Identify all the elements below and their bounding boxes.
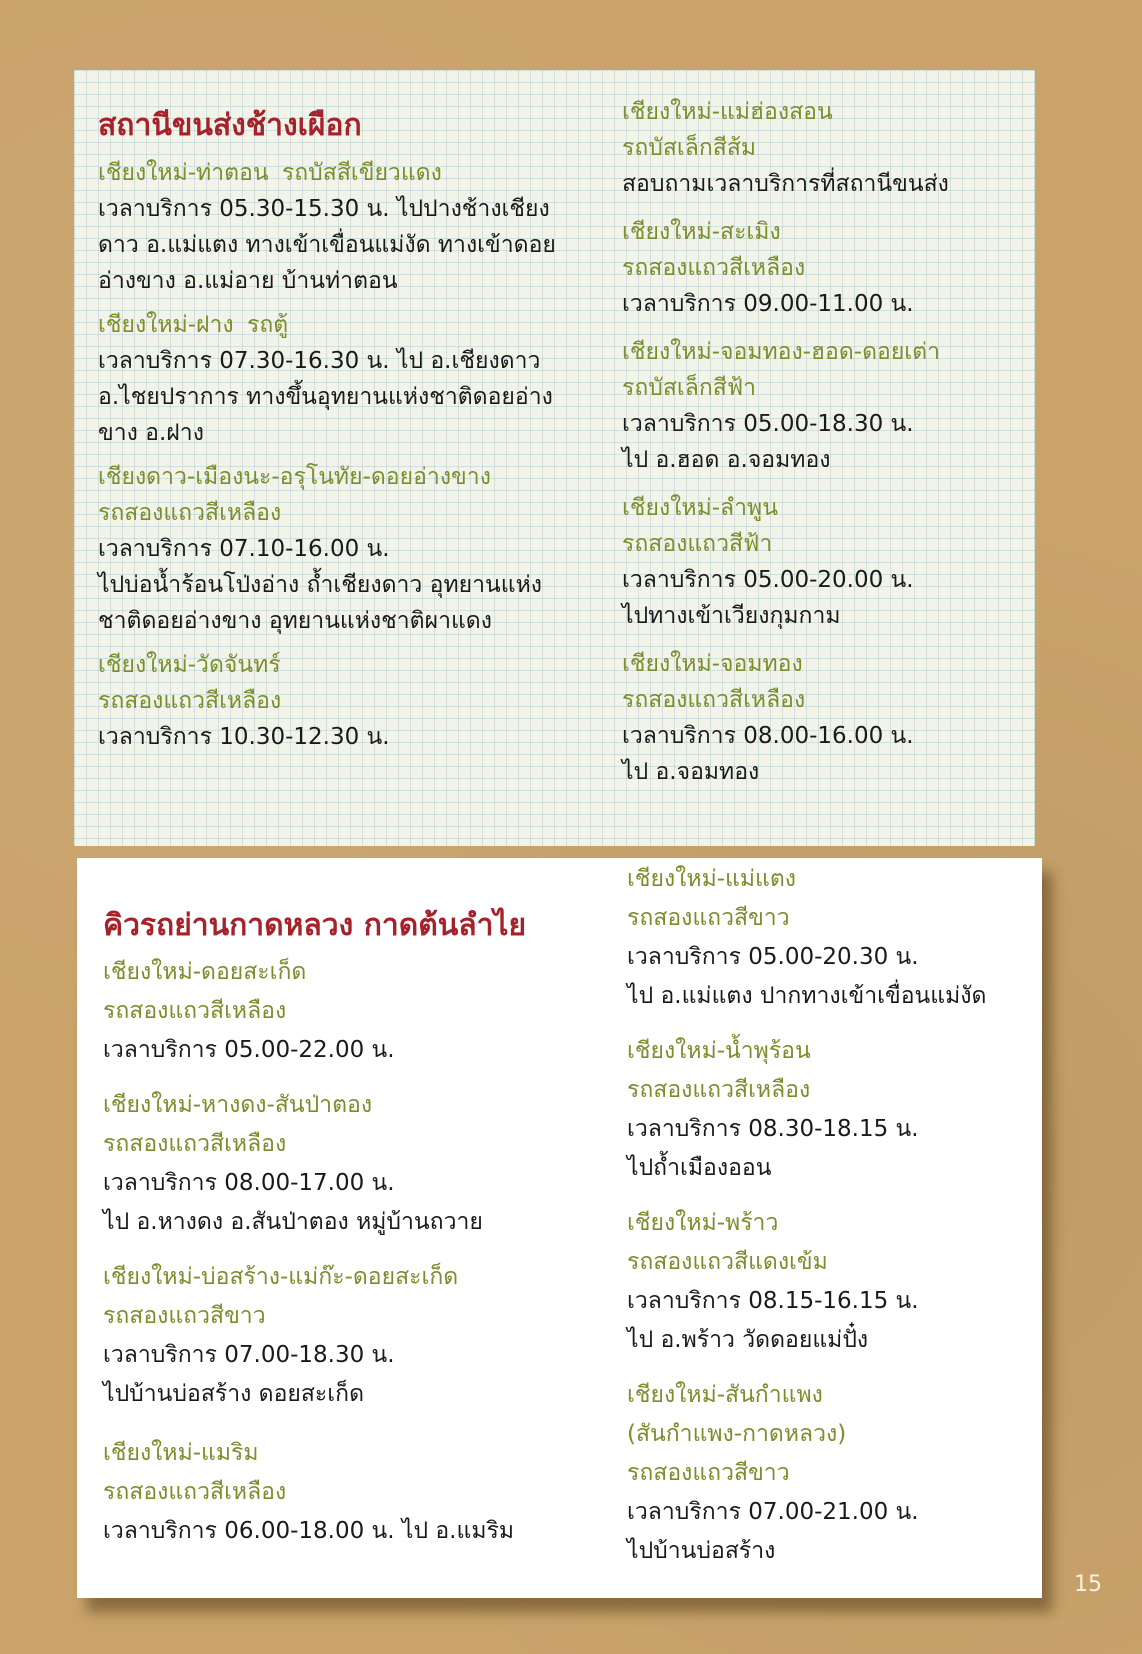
vehicle-type: รถสองแถวสีขาว bbox=[103, 1303, 266, 1329]
schedule-line: ไปบ่อน้ำร้อนโป่งอ่าง ถ้ำเชียงดาว อุทยานแห่ง bbox=[98, 572, 542, 598]
route-entry bbox=[622, 214, 1022, 322]
vehicle-type: รถบัสเล็กสีฟ้า bbox=[622, 375, 757, 401]
schedule-line: เวลาบริการ 10.30-12.30 น. bbox=[98, 724, 390, 750]
route-entry bbox=[627, 1032, 1032, 1188]
vehicle-type: รถตู้ bbox=[246, 312, 289, 338]
schedule-line: เวลาบริการ 09.00-11.00 น. bbox=[622, 291, 914, 317]
vehicle-type: รถสองแถวสีขาว bbox=[627, 1460, 790, 1486]
route-entry bbox=[103, 1434, 583, 1551]
route-entry bbox=[98, 647, 568, 755]
route-entry bbox=[627, 1204, 1032, 1360]
route-entry bbox=[98, 155, 568, 299]
route-name: เชียงใหม่-น้ำพุร้อน bbox=[627, 1038, 811, 1064]
route-name: เชียงใหม่-ฝาง bbox=[98, 312, 234, 338]
route-subname: (สันกำแพง-กาดหลวง) bbox=[627, 1421, 847, 1447]
schedule-line: ไปทางเข้าเวียงกุมกาม bbox=[622, 603, 841, 629]
vehicle-type: รถสองแถวสีเหลือง bbox=[103, 998, 287, 1024]
schedule-line: ไป อ.หางดง อ.สันป่าตอง หมู่บ้านถวาย bbox=[103, 1209, 483, 1235]
vehicle-type: รถบัสสีเขียวแดง bbox=[281, 160, 442, 186]
route-name: เชียงใหม่-พร้าว bbox=[627, 1210, 779, 1236]
schedule-line: เวลาบริการ 08.30-18.15 น. bbox=[627, 1116, 919, 1142]
route-entry bbox=[98, 459, 568, 639]
vehicle-type: รถสองแถวสีเหลือง bbox=[622, 255, 806, 281]
section-title: สถานีขนส่งช้างเผือก bbox=[98, 108, 362, 143]
bus-station-left-column bbox=[98, 102, 568, 755]
market-queue-right-column bbox=[627, 860, 1032, 1571]
vehicle-type: รถสองแถวสีเหลือง bbox=[627, 1077, 811, 1103]
market-queue-panel bbox=[77, 858, 1042, 1598]
schedule-line: เวลาบริการ 06.00-18.00 น. ไป อ.แมริม bbox=[103, 1518, 514, 1544]
route-entry bbox=[103, 1258, 583, 1414]
route-name: เชียงใหม่-ดอยสะเก็ด bbox=[103, 959, 307, 985]
route-entry bbox=[622, 490, 1022, 634]
schedule-line: เวลาบริการ 07.00-21.00 น. bbox=[627, 1499, 919, 1525]
route-heading-line bbox=[98, 155, 568, 191]
route-entry bbox=[103, 953, 583, 1070]
route-heading-line bbox=[98, 307, 568, 343]
route-entry bbox=[103, 1086, 583, 1242]
route-name: เชียงใหม่-แม่ฮ่องสอน bbox=[622, 99, 833, 125]
schedule-line: ขาง อ.ฝาง bbox=[98, 420, 204, 446]
route-name: เชียงใหม่-แมริม bbox=[103, 1440, 259, 1466]
route-name: เชียงใหม่-วัดจันทร์ bbox=[98, 652, 281, 678]
schedule-line: เวลาบริการ 05.30-15.30 น. ไปปางช้างเชียง bbox=[98, 196, 550, 222]
vehicle-type: รถสองแถวสีขาว bbox=[627, 905, 790, 931]
route-name: เชียงใหม่-หางดง-สันป่าตอง bbox=[103, 1092, 373, 1118]
route-name: เชียงใหม่-จอมทอง bbox=[622, 651, 803, 677]
bus-station-right-column bbox=[622, 94, 1022, 790]
schedule-line: ไปบ้านบ่อสร้าง ดอยสะเก็ด bbox=[103, 1381, 365, 1407]
vehicle-type: รถสองแถวสีแดงเข้ม bbox=[627, 1249, 828, 1275]
vehicle-type: รถสองแถวสีเหลือง bbox=[98, 500, 282, 526]
schedule-line: ไป อ.จอมทอง bbox=[622, 759, 760, 785]
route-entry bbox=[627, 1376, 1032, 1571]
schedule-line: ไปบ้านบ่อสร้าง bbox=[627, 1538, 776, 1564]
schedule-line: อ่างขาง อ.แม่อาย บ้านท่าตอน bbox=[98, 268, 398, 294]
vehicle-type: รถสองแถวสีเหลือง bbox=[622, 687, 806, 713]
schedule-line: ไปถ้ำเมืองออน bbox=[627, 1155, 772, 1181]
schedule-line: ชาติดอยอ่างขาง อุทยานแห่งชาติผาแดง bbox=[98, 608, 492, 634]
schedule-line: ไป อ.แม่แตง ปากทางเข้าเขื่อนแม่งัด bbox=[627, 983, 987, 1009]
route-entry bbox=[622, 646, 1022, 790]
route-name: เชียงใหม่-บ่อสร้าง-แม่ก๊ะ-ดอยสะเก็ด bbox=[103, 1264, 459, 1290]
market-queue-left-column bbox=[103, 902, 583, 1551]
schedule-line: เวลาบริการ 05.00-22.00 น. bbox=[103, 1037, 395, 1063]
schedule-line: เวลาบริการ 05.00-20.30 น. bbox=[627, 944, 919, 970]
section-title: คิวรถย่านกาดหลวง กาดต้นลำไย bbox=[103, 908, 527, 943]
vehicle-type: รถสองแถวสีเหลือง bbox=[98, 688, 282, 714]
vehicle-type: รถสองแถวสีเหลือง bbox=[103, 1479, 287, 1505]
bus-station-panel bbox=[74, 70, 1035, 846]
route-entry bbox=[622, 334, 1022, 478]
route-name: เชียงใหม่-ลำพูน bbox=[622, 495, 778, 521]
page-number: 15 bbox=[1074, 1572, 1102, 1597]
schedule-line: อ.ไชยปราการ ทางขึ้นอุทยานแห่งชาติดอยอ่าง bbox=[98, 384, 553, 410]
route-name: เชียงใหม่-จอมทอง-ฮอด-ดอยเต่า bbox=[622, 339, 941, 365]
route-name: เชียงใหม่-แม่แตง bbox=[627, 866, 797, 892]
schedule-line: เวลาบริการ 05.00-20.00 น. bbox=[622, 567, 914, 593]
route-entry bbox=[98, 307, 568, 451]
vehicle-type: รถสองแถวสีเหลือง bbox=[103, 1131, 287, 1157]
schedule-line: สอบถามเวลาบริการที่สถานีขนส่ง bbox=[622, 171, 949, 197]
route-entry bbox=[622, 94, 1022, 202]
route-name: เชียงใหม่-ท่าตอน bbox=[98, 160, 269, 186]
schedule-line: ไป อ.ฮอด อ.จอมทอง bbox=[622, 447, 831, 473]
schedule-line: เวลาบริการ 07.10-16.00 น. bbox=[98, 536, 390, 562]
vehicle-type: รถบัสเล็กสีส้ม bbox=[622, 135, 757, 161]
schedule-line: เวลาบริการ 05.00-18.30 น. bbox=[622, 411, 914, 437]
schedule-line: เวลาบริการ 07.00-18.30 น. bbox=[103, 1342, 395, 1368]
schedule-line: เวลาบริการ 08.00-17.00 น. bbox=[103, 1170, 395, 1196]
vehicle-type: รถสองแถวสีฟ้า bbox=[622, 531, 773, 557]
route-name: เชียงใหม่-สะเมิง bbox=[622, 219, 781, 245]
schedule-line: เวลาบริการ 07.30-16.30 น. ไป อ.เชียงดาว bbox=[98, 348, 541, 374]
route-entry bbox=[627, 860, 1032, 1016]
schedule-line: ดาว อ.แม่แตง ทางเข้าเขื่อนแม่งัด ทางเข้าดอย bbox=[98, 232, 556, 258]
schedule-line: ไป อ.พร้าว วัดดอยแม่ปั๋ง bbox=[627, 1327, 869, 1353]
route-name: เชียงใหม่-สันกำแพง bbox=[627, 1382, 823, 1408]
route-name: เชียงดาว-เมืองนะ-อรุโนทัย-ดอยอ่างขาง bbox=[98, 464, 491, 490]
schedule-line: เวลาบริการ 08.00-16.00 น. bbox=[622, 723, 914, 749]
schedule-line: เวลาบริการ 08.15-16.15 น. bbox=[627, 1288, 919, 1314]
